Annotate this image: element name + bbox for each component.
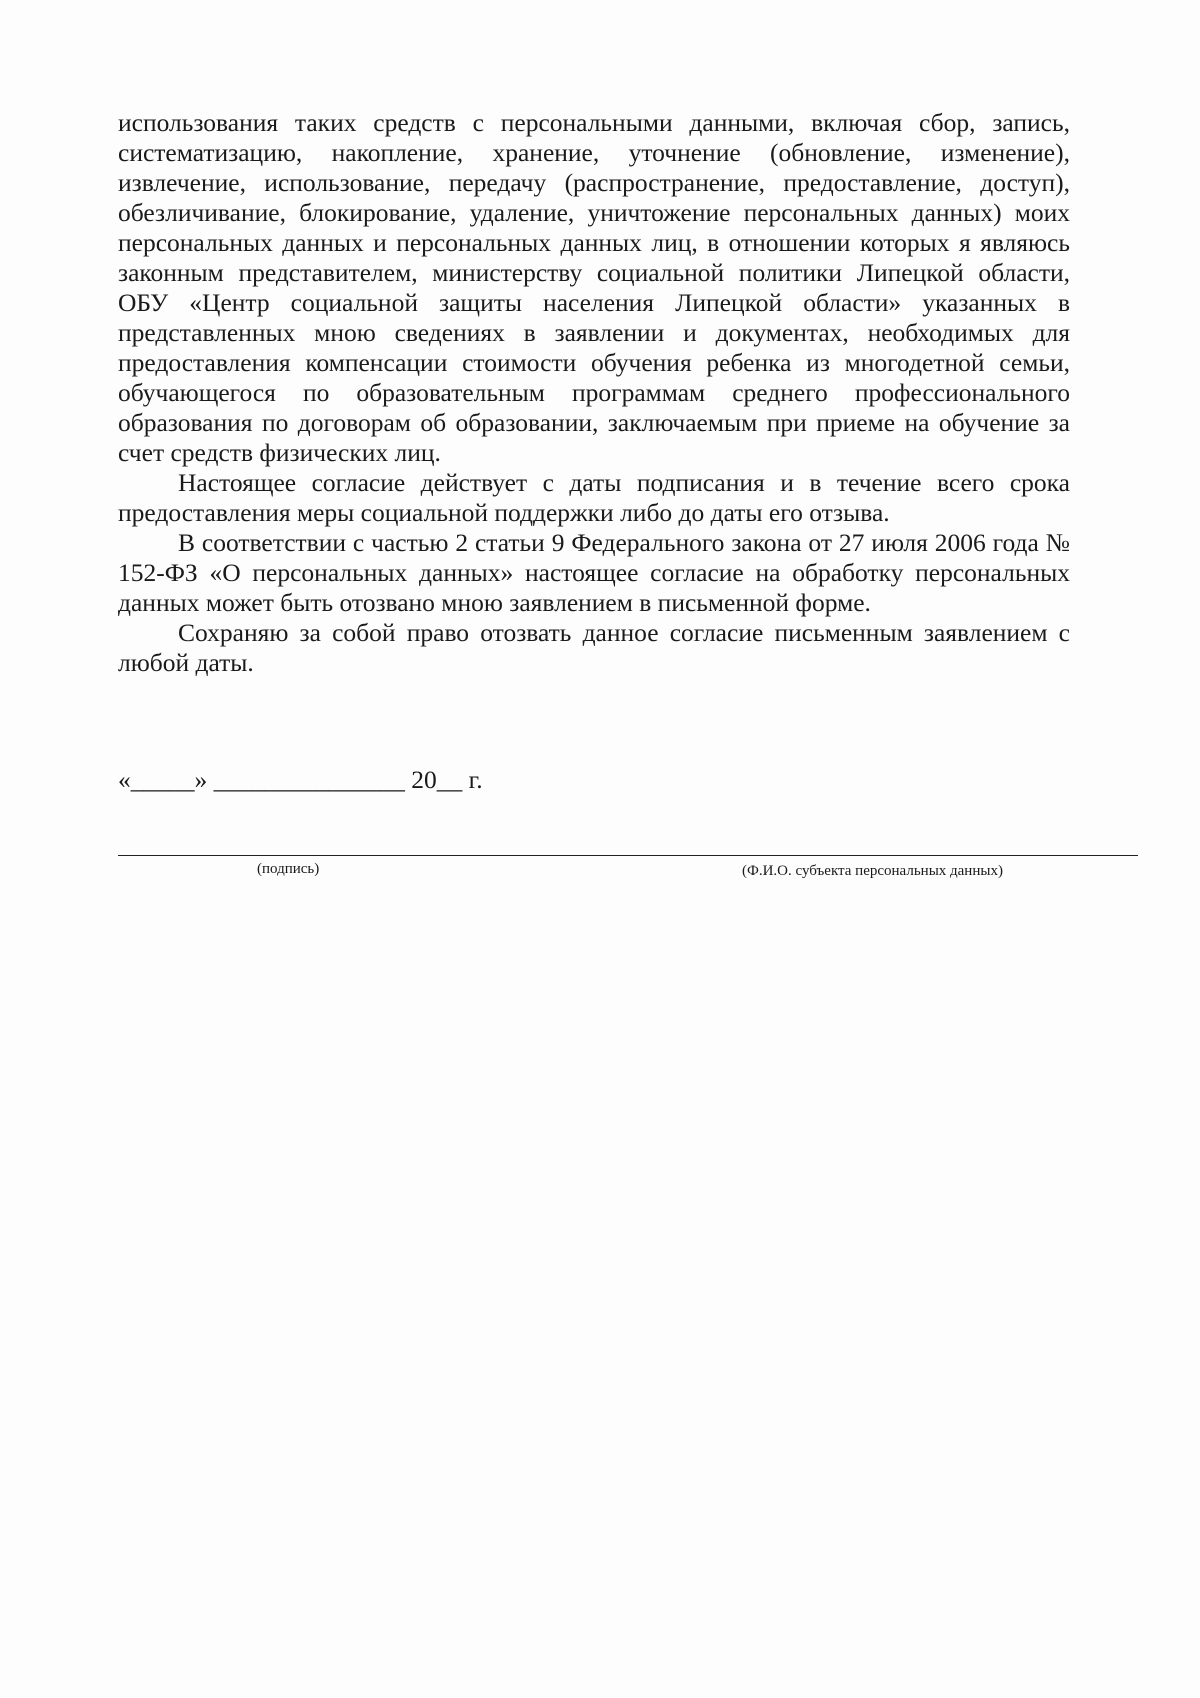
paragraph-withdrawal-law: В соответствии с частью 2 статьи 9 Федерального закона от 27 июля 2006 года № 152-ФЗ «О персональных данных» настоящее согласие на обработку персональных данных может быть отозвано мною заявлением в письменной форме. xyxy=(118,528,1070,617)
consent-body xyxy=(118,108,1070,678)
full-name-caption: (Ф.И.О. субъекта персональных данных) xyxy=(742,863,1003,879)
signature-rule xyxy=(118,855,1138,856)
paragraph-withdrawal-right: Сохраняю за собой право отозвать данное согласие письменным заявлением с любой даты. xyxy=(118,618,1070,677)
paragraph-validity-period: Настоящее согласие действует с даты подписания и в течение всего срока предоставления меры социальной поддержки либо до даты его отзыва. xyxy=(118,468,1070,527)
signature-caption: (подпись) xyxy=(257,861,320,877)
signature-date-line: «_____» _______________ 20__ г. xyxy=(118,765,483,794)
paragraph-processing-scope: использования таких средств с персональными данными, включая сбор, запись, систематизацию, накопление, хранение, уточнение (обновление, изменение), извлечение, использование, передачу (распространение, предоставление, доступ), обезличивание, блокирование, удаление, уничтожение персональных данных) моих персональных данных и персональных данных лиц, в отношении которых я являюсь законным представителем, министерству социальной политики Липецкой области, ОБУ «Центр социальной защиты населения Липецкой области» указанных в представленных мною сведениях в заявлении и документах, необходимых для предоставления компенсации стоимости обучения ребенка из многодетной семьи, обучающегося по образовательным программам среднего профессионального образования по договорам об образовании, заключаемым при приеме на обучение за счет средств физических лиц. xyxy=(118,108,1070,467)
